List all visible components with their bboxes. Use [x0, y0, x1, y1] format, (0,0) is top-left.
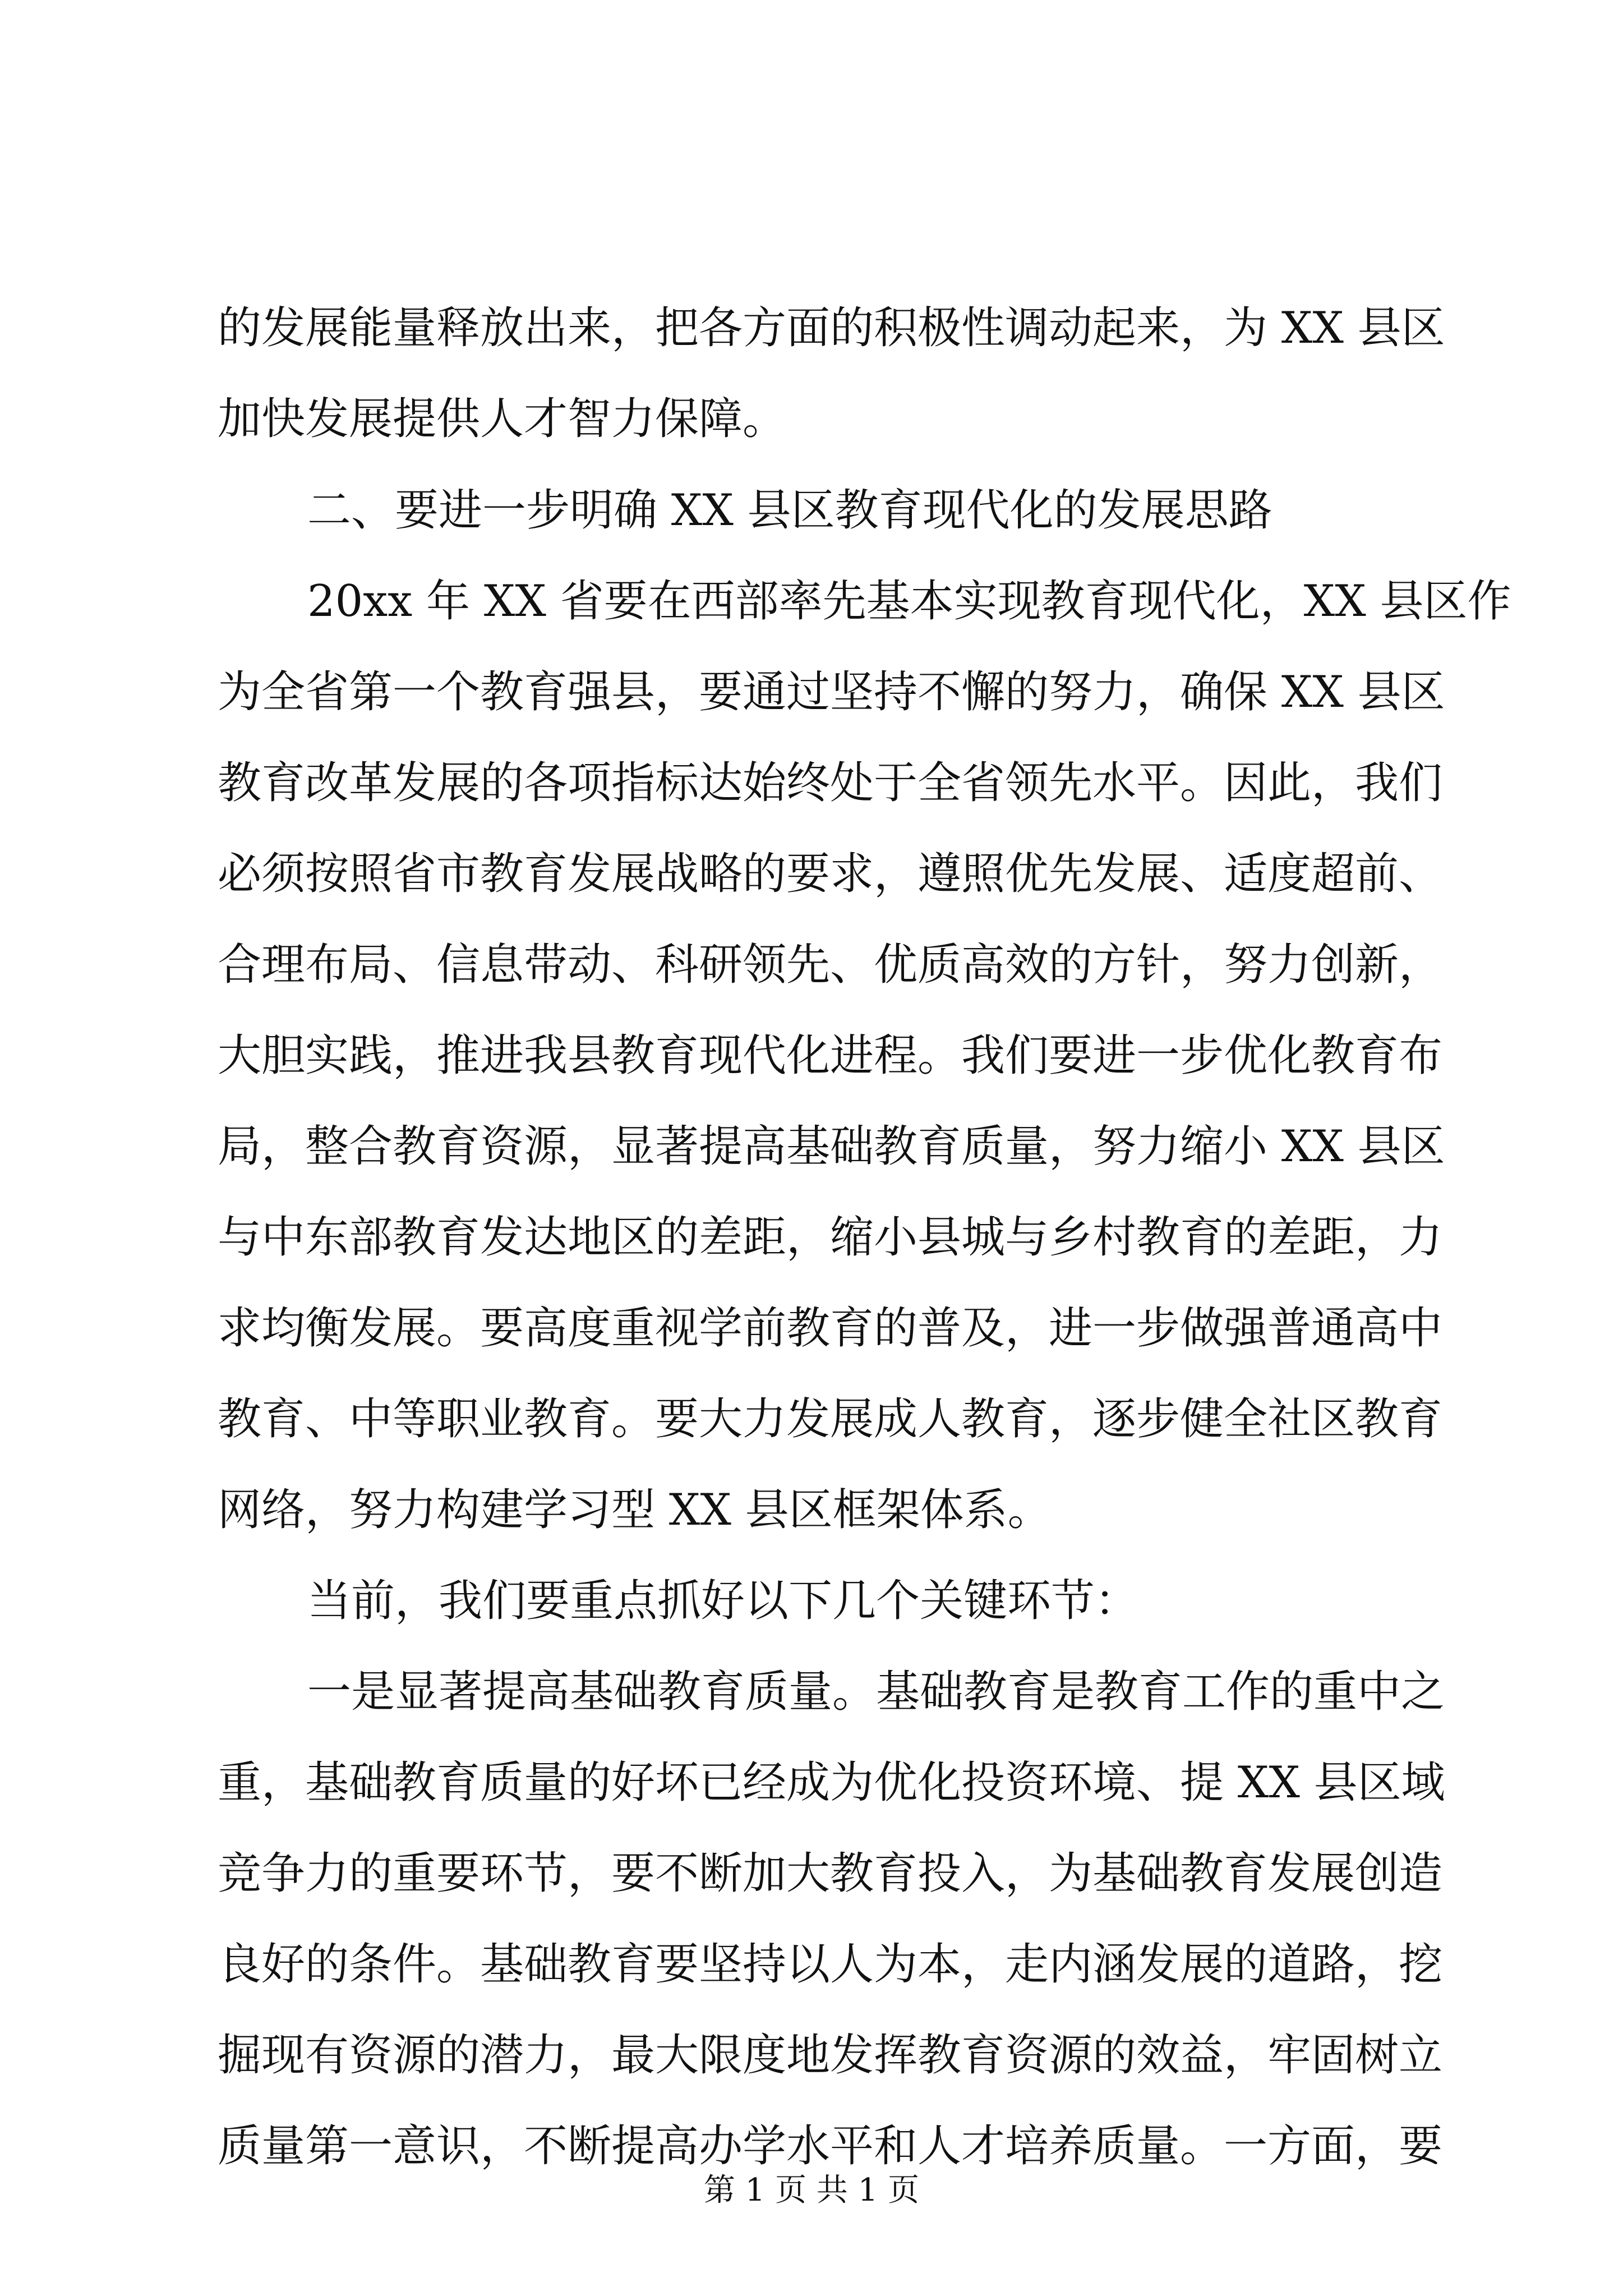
body-line-19: 良好的条件。基础教育要坚持以人为本，走内涵发展的道路，挖 — [218, 1939, 1443, 1990]
body-line-12: 求均衡发展。要高度重视学前教育的普及，进一步做强普通高中 — [218, 1303, 1443, 1354]
body-line-13: 教育、中等职业教育。要大力发展成人教育，逐步健全社区教育 — [218, 1394, 1443, 1444]
body-line-10: 局，整合教育资源，显著提高基础教育质量，努力缩小 XX 县区 — [218, 1121, 1445, 1172]
section-heading: 二、要进一步明确 XX 县区教育现代化的发展思路 — [307, 485, 1272, 536]
body-line-11: 与中东部教育发达地区的差距，缩小县城与乡村教育的差距，力 — [218, 1212, 1443, 1263]
body-line-5: 为全省第一个教育强县，要通过坚持不懈的努力，确保 XX 县区 — [218, 667, 1445, 717]
body-line-18: 竞争力的重要环节，要不断加大教育投入，为基础教育发展创造 — [218, 1848, 1443, 1899]
body-line-2: 加快发展提供人才智力保障。 — [218, 394, 787, 444]
body-line-16: 一是显著提高基础教育质量。基础教育是教育工作的重中之 — [307, 1667, 1445, 1717]
body-line-8: 合理布局、信息带动、科研领先、优质高效的方针，努力创新， — [218, 940, 1443, 990]
body-line-6: 教育改革发展的各项指标达始终处于全省领先水平。因此，我们 — [218, 758, 1443, 808]
body-line-15: 当前，我们要重点抓好以下几个关键环节： — [307, 1576, 1139, 1626]
body-line-17: 重，基础教育质量的好坏已经成为优化投资环境、提 XX 县区域 — [218, 1757, 1445, 1808]
body-line-1: 的发展能量释放出来，把各方面的积极性调动起来，为 XX 县区 — [218, 303, 1445, 353]
body-line-14: 网络，努力构建学习型 XX 县区框架体系。 — [218, 1485, 1052, 1535]
page-footer: 第 1 页 共 1 页 — [703, 2172, 920, 2208]
body-line-7: 必须按照省市教育发展战略的要求，遵照优先发展、适度超前、 — [218, 849, 1443, 899]
body-line-21: 质量第一意识，不断提高办学水平和人才培养质量。一方面，要 — [218, 2121, 1443, 2171]
body-line-20: 掘现有资源的潜力，最大限度地发挥教育资源的效益，牢固树立 — [218, 2030, 1443, 2081]
body-line-4: 20xx 年 XX 省要在西部率先基本实现教育现代化，XX 县区作 — [307, 576, 1511, 627]
body-line-9: 大胆实践，推进我县教育现代化进程。我们要进一步优化教育布 — [218, 1030, 1443, 1081]
